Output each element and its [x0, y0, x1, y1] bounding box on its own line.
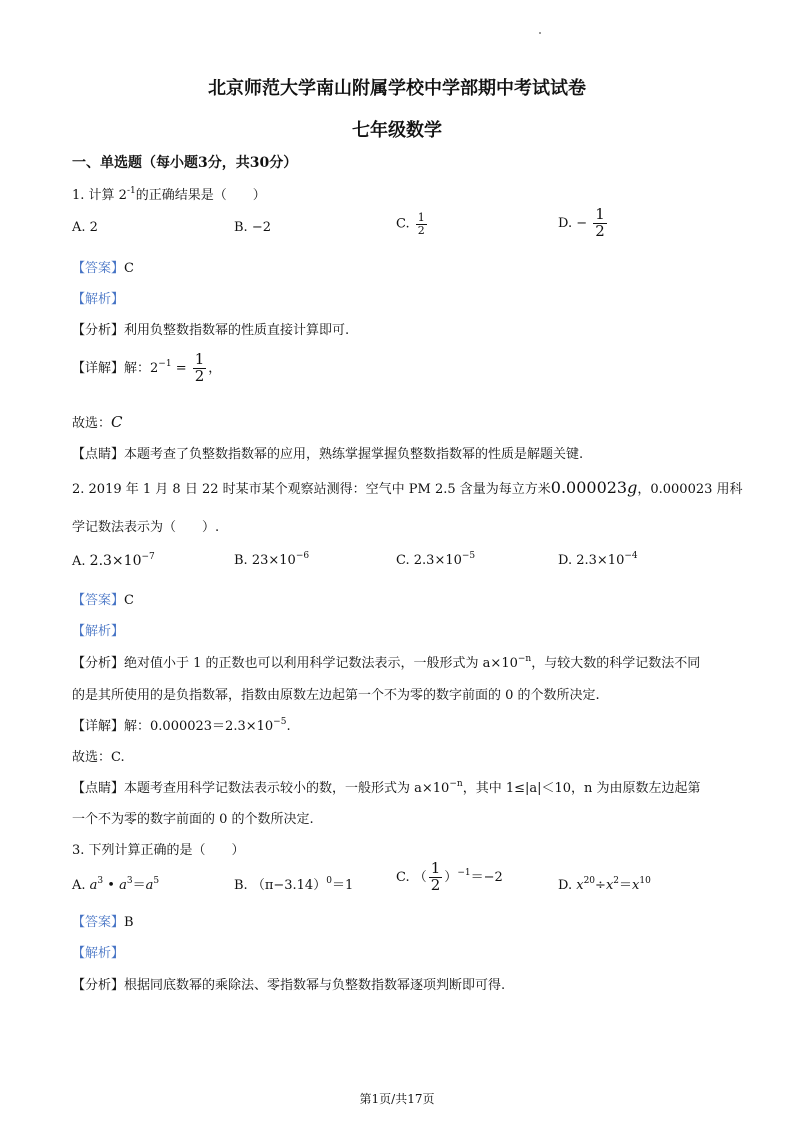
q3-option-c: C. （ $\frac{1}{2}$ ）$^{-1}$＝−2 — [396, 859, 503, 894]
q2-fenxi-line2: 的是其所使用的是负指数幂，指数由原数左边起第一个不为零的数字前面的 0 的个数所决定. — [72, 688, 600, 703]
q1-option-c: C. $\frac{1}{2}$ — [396, 211, 425, 237]
q1-fenxi: 【分析】利用负整数指数幂的性质直接计算即可. — [72, 323, 350, 338]
q1-option-b: B. −2 — [234, 220, 271, 235]
q1-comment: 【点睛】本题考查了负整数指数幂的应用，熟练掌握掌握负整数指数幂的性质是解题关键. — [72, 447, 584, 462]
page-title: 北京师范大学南山附属学校中学部期中考试试卷 — [208, 78, 586, 99]
q3-fenxi: 【分析】根据同底数幂的乘除法、零指数幂与负整数指数幂逐项判断即可得. — [72, 978, 506, 993]
q3-stem: 3. 下列计算正确的是（ ） — [72, 843, 245, 858]
q2-fenxi-line1: 【分析】绝对值小于 1 的正数也可以利用科学记数法表示，一般形式为 $a\times 10^{-n}$，与较大数的科学记数法不同 — [72, 654, 701, 671]
q2-comment-line1: 【点睛】本题考查用科学记数法表示较小的数，一般形式为 $a\times 10^{-n}$，其中 1≤|a|＜10，n 为由原数左边起第 — [72, 779, 701, 796]
q1-choose: 故选：C — [72, 413, 123, 431]
q2-analysis-heading: 【解析】 — [72, 624, 125, 639]
q3-option-a: A. $a^3$ • $a^3=a^5$ — [72, 876, 160, 893]
q3-answer: 【答案】B — [72, 915, 134, 930]
q1-stem: 1. 计算 $2^{-1}$的正确结果是（ ） — [72, 186, 266, 203]
q2-option-a: A. $2.3\times 10^{-7}$ — [72, 552, 155, 569]
q2-option-b: B. $23\times 10^{-6}$ — [234, 551, 310, 568]
q2-option-c: C. $2.3\times 10^{-5}$ — [396, 551, 476, 568]
page-footer: 第1页/共17页 — [359, 1092, 435, 1106]
q3-option-b: B. $(\pi-3.14)^0=1$ — [234, 876, 354, 893]
q2-answer: 【答案】C — [72, 593, 134, 608]
q1-option-a: A. 2 — [72, 220, 98, 235]
q2-stem-line2: 学记数法表示为（ ）. — [72, 520, 220, 535]
q2-detail: 【详解】解：$0.000023=2.3\times 10^{-5}$. — [72, 717, 291, 734]
section-heading: 一、单选题（每小题3分，共30分） — [72, 155, 298, 171]
q2-comment-line2: 一个不为零的数字前面的 0 的个数所决定. — [72, 812, 314, 827]
q1-analysis-heading: 【解析】 — [72, 292, 125, 307]
q1-detail: 【详解】解：$2^{-1}$ = $\frac{1}{2}$ ， — [72, 350, 222, 385]
q3-analysis-heading: 【解析】 — [72, 946, 125, 961]
scan-dot — [539, 32, 541, 34]
q3-option-d: D. $x^{20}\div x^2=x^{10}$ — [558, 876, 651, 893]
page-subtitle: 七年级数学 — [352, 120, 442, 141]
q1-answer: 【答案】C — [72, 261, 134, 276]
q2-stem-line1: 2. 2019 年 1 月 8 日 22 时某市某个观察站测得：空气中 PM 2.5 含量为每立方米0.000023g，0.000023 用科 — [72, 478, 743, 497]
q1-option-d: D. − $\frac{1}{2}$ — [558, 205, 605, 240]
q2-choose: 故选：C. — [72, 750, 125, 765]
q2-option-d: D. $2.3\times 10^{-4}$ — [558, 551, 638, 568]
